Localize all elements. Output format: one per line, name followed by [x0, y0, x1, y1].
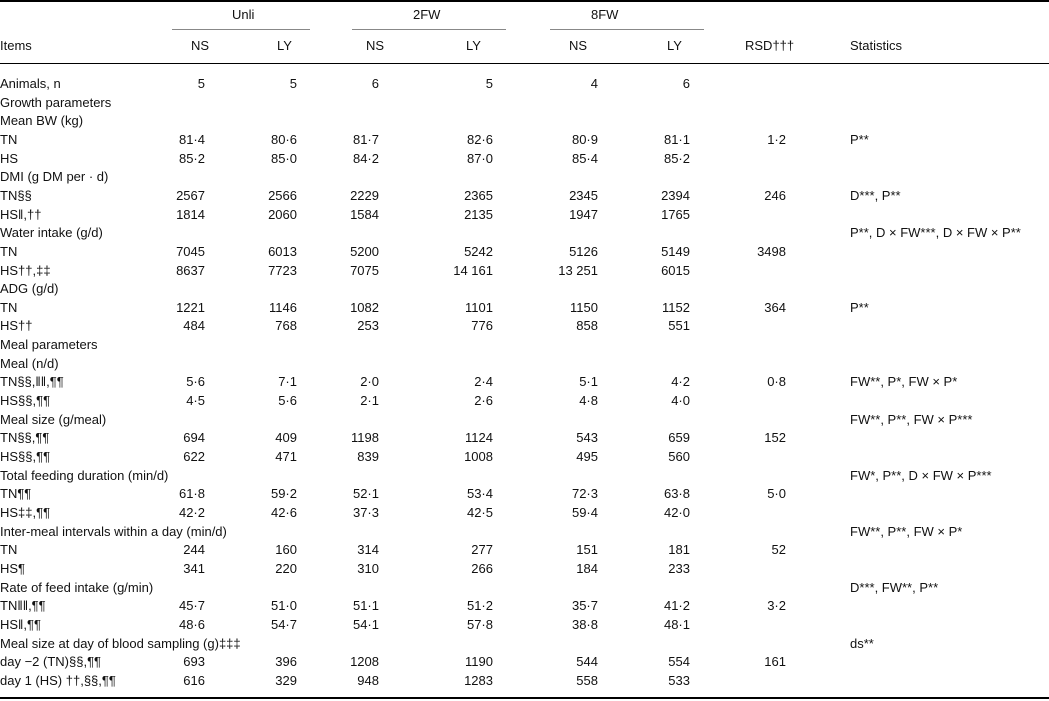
- table-cell: 768: [275, 318, 297, 333]
- rsd-cell: 52: [771, 542, 786, 557]
- table-cell: 2345: [569, 188, 598, 203]
- table-cell: 72·3: [571, 486, 598, 501]
- table-cell: 13 251: [558, 263, 598, 278]
- row-label: Total feeding duration (min/d): [0, 468, 169, 483]
- table-cell: 544: [576, 654, 598, 669]
- rsd-cell: 3498: [757, 244, 786, 259]
- table-cell: 37·3: [352, 505, 379, 520]
- table-cell: 35·7: [571, 598, 598, 613]
- table-cell: 543: [576, 430, 598, 445]
- table-cell: 533: [668, 673, 690, 688]
- row-label: TN§§,‖‖,¶¶: [0, 374, 64, 389]
- table-cell: 554: [668, 654, 690, 669]
- header-ly-unli: LY: [277, 38, 292, 53]
- table-cell: 2·0: [360, 374, 379, 389]
- statistics-cell: P**, D × FW***, D × FW × P**: [850, 225, 1021, 240]
- table-cell: 558: [576, 673, 598, 688]
- row-label: TN: [0, 244, 18, 259]
- row-label: DMI (g DM per · d): [0, 169, 109, 184]
- table-cell: 693: [183, 654, 205, 669]
- row-label: TN§§: [0, 188, 32, 203]
- table-cell: 2394: [661, 188, 690, 203]
- table-cell: 52·1: [352, 486, 379, 501]
- row-label: HS††: [0, 318, 33, 333]
- table-cell: 4·5: [186, 393, 205, 408]
- table-cell: 5: [289, 76, 297, 91]
- row-label: TN: [0, 542, 18, 557]
- header-statistics: Statistics: [850, 38, 903, 53]
- row-label: TN‖‖,¶¶: [0, 598, 46, 613]
- row-label: HS‖,¶¶: [0, 617, 42, 632]
- statistics-cell: FW**, P*, FW × P*: [850, 374, 958, 389]
- table-cell: 495: [576, 449, 598, 464]
- table-cell: 266: [471, 561, 493, 576]
- row-label: ADG (g/d): [0, 281, 59, 296]
- table-cell: 233: [668, 561, 690, 576]
- table-cell: 1124: [465, 430, 493, 445]
- rsd-cell: 152: [764, 430, 786, 445]
- table-cell: 5·6: [278, 393, 297, 408]
- table-cell: 2060: [268, 207, 297, 222]
- row-label: Meal parameters: [0, 337, 98, 352]
- group-underline-unli: [172, 29, 310, 30]
- table-cell: 1814: [176, 207, 205, 222]
- table-cell: 329: [275, 673, 297, 688]
- table-cell: 1152: [662, 300, 690, 315]
- table-cell: 6: [371, 76, 379, 91]
- rsd-cell: 0·8: [767, 374, 786, 389]
- table-cell: 1101: [465, 300, 493, 315]
- row-label: HS: [0, 151, 19, 166]
- statistics-cell: P**: [850, 132, 869, 147]
- group-underline-2fw: [352, 29, 506, 30]
- rsd-cell: 1·2: [767, 132, 786, 147]
- statistics-cell: P**: [850, 300, 869, 315]
- table-cell: 51·2: [466, 598, 493, 613]
- table-cell: 1765: [661, 207, 690, 222]
- table-cell: 61·8: [178, 486, 205, 501]
- statistics-cell: FW**, P**, FW × P*: [850, 524, 963, 539]
- table-cell: 2·4: [474, 374, 493, 389]
- row-label: HS‖,††: [0, 207, 42, 222]
- row-label: Meal size at day of blood sampling (g)‡‡‡: [0, 636, 241, 651]
- table-cell: 1283: [464, 673, 493, 688]
- row-label: TN§§,¶¶: [0, 430, 50, 445]
- table-cell: 82·6: [466, 132, 493, 147]
- group-header-unli: Unli: [232, 7, 255, 22]
- header-ns-8fw: NS: [569, 38, 588, 53]
- row-label: Animals, n: [0, 76, 61, 91]
- table-cell: 4·8: [579, 393, 598, 408]
- table-cell: 48·1: [663, 617, 690, 632]
- statistics-cell: FW*, P**, D × FW × P***: [850, 468, 992, 483]
- row-label: Meal size (g/meal): [0, 412, 107, 427]
- table-cell: 8637: [176, 263, 205, 278]
- row-label: HS§§,¶¶: [0, 449, 51, 464]
- table-cell: 14 161: [453, 263, 493, 278]
- header-rule: [0, 63, 1049, 64]
- table-cell: 471: [275, 449, 297, 464]
- rsd-cell: 5·0: [767, 486, 786, 501]
- table-cell: 181: [668, 542, 690, 557]
- rsd-cell: 161: [764, 654, 786, 669]
- table-cell: 2365: [464, 188, 493, 203]
- table-cell: 5: [197, 76, 205, 91]
- table-cell: 54·7: [270, 617, 297, 632]
- table-cell: 776: [471, 318, 493, 333]
- table-cell: 2567: [176, 188, 205, 203]
- row-label: HS‡‡,¶¶: [0, 505, 51, 520]
- table-cell: 396: [275, 654, 297, 669]
- header-ns-2fw: NS: [366, 38, 385, 53]
- table-cell: 220: [275, 561, 297, 576]
- table-cell: 1146: [269, 300, 297, 315]
- table-cell: 1198: [351, 430, 379, 445]
- table-cell: 1208: [350, 654, 379, 669]
- table-cell: 7045: [176, 244, 205, 259]
- table-cell: 2566: [268, 188, 297, 203]
- table-cell: 858: [576, 318, 598, 333]
- table-cell: 253: [357, 318, 379, 333]
- table-cell: 1584: [350, 207, 379, 222]
- table-cell: 2229: [350, 188, 379, 203]
- table-cell: 63·8: [663, 486, 690, 501]
- table-cell: 1150: [570, 300, 598, 315]
- table-cell: 87·0: [466, 151, 493, 166]
- table-cell: 184: [576, 561, 598, 576]
- table-cell: 51·1: [352, 598, 379, 613]
- row-label: Inter-meal intervals within a day (min/d): [0, 524, 227, 539]
- table-cell: 244: [183, 542, 205, 557]
- group-underline-8fw: [550, 29, 704, 30]
- table-cell: 277: [471, 542, 493, 557]
- table-cell: 1008: [464, 449, 493, 464]
- table-cell: 45·7: [178, 598, 205, 613]
- table-cell: 160: [275, 542, 297, 557]
- table-cell: 839: [357, 449, 379, 464]
- table-cell: 54·1: [352, 617, 379, 632]
- table-cell: 5149: [661, 244, 690, 259]
- table-cell: 80·9: [571, 132, 598, 147]
- table-cell: 484: [183, 318, 205, 333]
- statistics-cell: D***, P**: [850, 188, 901, 203]
- group-header-8fw: 8FW: [591, 7, 619, 22]
- row-label: TN¶¶: [0, 486, 32, 501]
- header-items: Items: [0, 38, 32, 53]
- table-cell: 4·2: [671, 374, 690, 389]
- table-cell: 694: [183, 430, 205, 445]
- statistics-cell: FW**, P**, FW × P***: [850, 412, 973, 427]
- table-cell: 2·1: [360, 393, 379, 408]
- row-label: day 1 (HS) ††,§§,¶¶: [0, 673, 116, 688]
- header-ns-unli: NS: [191, 38, 210, 53]
- table-cell: 310: [357, 561, 379, 576]
- row-label: TN: [0, 132, 18, 147]
- table-cell: 84·2: [352, 151, 379, 166]
- row-label: day −2 (TN)§§,¶¶: [0, 654, 102, 669]
- row-label: Mean BW (kg): [0, 113, 84, 128]
- table-cell: 1190: [465, 654, 493, 669]
- table-cell: 48·6: [178, 617, 205, 632]
- table-cell: 81·1: [663, 132, 690, 147]
- table-cell: 38·8: [571, 617, 598, 632]
- table-cell: 85·4: [571, 151, 598, 166]
- rsd-cell: 364: [764, 300, 786, 315]
- group-header-2fw: 2FW: [413, 7, 441, 22]
- table-cell: 85·2: [663, 151, 690, 166]
- table-cell: 81·4: [178, 132, 205, 147]
- header-rsd: RSD†††: [745, 38, 795, 53]
- row-label: HS¶: [0, 561, 26, 576]
- table-cell: 57·8: [466, 617, 493, 632]
- table-cell: 80·6: [270, 132, 297, 147]
- header-ly-8fw: LY: [667, 38, 682, 53]
- row-label: Rate of feed intake (g/min): [0, 580, 154, 595]
- table-cell: 4·0: [671, 393, 690, 408]
- rsd-cell: 246: [764, 188, 786, 203]
- table-cell: 2·6: [474, 393, 493, 408]
- table-cell: 341: [183, 561, 205, 576]
- row-label: Growth parameters: [0, 95, 112, 110]
- table-cell: 53·4: [466, 486, 493, 501]
- table-cell: 85·2: [178, 151, 205, 166]
- table-cell: 6013: [268, 244, 297, 259]
- table-cell: 948: [357, 673, 379, 688]
- table-cell: 151: [576, 542, 598, 557]
- statistics-cell: ds**: [850, 636, 874, 651]
- table-cell: 59·2: [270, 486, 297, 501]
- table-cell: 6: [682, 76, 690, 91]
- table-cell: 42·5: [466, 505, 493, 520]
- table-cell: 5·1: [579, 374, 598, 389]
- statistics-cell: D***, FW**, P**: [850, 580, 939, 595]
- row-label: HS§§,¶¶: [0, 393, 51, 408]
- table-cell: 51·0: [270, 598, 297, 613]
- table-cell: 551: [668, 318, 690, 333]
- table-cell: 2135: [464, 207, 493, 222]
- table-cell: 81·7: [352, 132, 379, 147]
- table-cell: 5242: [464, 244, 493, 259]
- table-cell: 85·0: [270, 151, 297, 166]
- table-cell: 409: [275, 430, 297, 445]
- rsd-cell: 3·2: [767, 598, 786, 613]
- table-cell: 1082: [350, 300, 379, 315]
- row-label: HS††,‡‡: [0, 263, 51, 278]
- bottom-rule: [0, 697, 1049, 699]
- table-cell: 616: [183, 673, 205, 688]
- row-label: Water intake (g/d): [0, 225, 103, 240]
- table-cell: 1947: [569, 207, 598, 222]
- table-cell: 5·6: [186, 374, 205, 389]
- table-cell: 42·6: [270, 505, 297, 520]
- table-cell: 7723: [268, 263, 297, 278]
- table-cell: 7·1: [278, 374, 297, 389]
- row-label: Meal (n/d): [0, 356, 59, 371]
- table-cell: 314: [357, 542, 379, 557]
- table-cell: 5200: [350, 244, 379, 259]
- table-cell: 7075: [350, 263, 379, 278]
- table-cell: 560: [668, 449, 690, 464]
- table-cell: 59·4: [571, 505, 598, 520]
- table-cell: 42·2: [178, 505, 205, 520]
- header-ly-2fw: LY: [466, 38, 481, 53]
- top-rule: [0, 0, 1049, 2]
- table-cell: 42·0: [663, 505, 690, 520]
- table-cell: 659: [668, 430, 690, 445]
- table-cell: 622: [183, 449, 205, 464]
- table-cell: 6015: [661, 263, 690, 278]
- table-cell: 5: [485, 76, 493, 91]
- row-label: TN: [0, 300, 18, 315]
- table-cell: 5126: [569, 244, 598, 259]
- table-cell: 4: [590, 76, 598, 91]
- table-cell: 41·2: [663, 598, 690, 613]
- table-cell: 1221: [176, 300, 205, 315]
